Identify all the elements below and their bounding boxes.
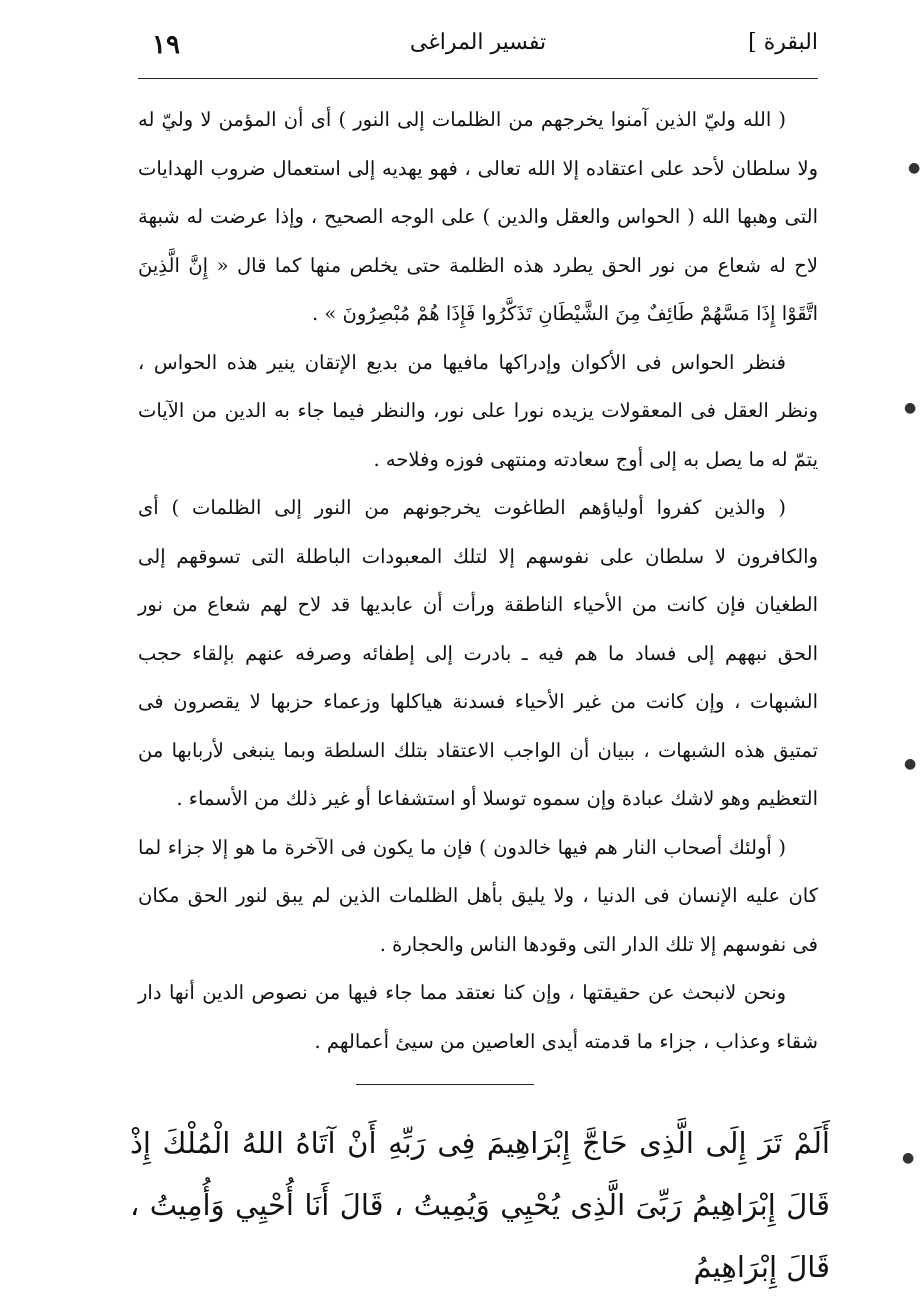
paragraph: ونحن لانبحث عن حقيقتها ، وإن كنا نعتقد مما جاء فيها من نصوص الدين أنها دار شقاء وعذاب ، جزاء ما قدمته أيدى العاصين من سيئ أعمالهم . bbox=[138, 981, 818, 1053]
surah-name: البقرة ] bbox=[748, 30, 818, 55]
paragraph: ( الله وليّ الذين آمنوا يخرجهم من الظلمات إلى النور ) أى أن المؤمن لا وليّ له ولا سلطان لأحد على اعتقاده إلا الله تعالى ، فهو يهديه إلى استعمال ضروب الهدايات التى وهبها الله ( الحواس والعقل والدين ) على الوجه الصحيح ، وإذا عرضت له شبهة لاح له شعاع من نور الحق يطرد هذه الظلمة حتى يخلص منها كما قال « إِنَّ الَّذِينَ اتَّقَوْا إِذَا مَسَّهُمْ طَائِفٌ مِنَ الشَّيْطَانِ تَذَكَّرُوا فَإِذَا هُمْ مُبْصِرُونَ » . bbox=[138, 108, 818, 325]
paragraph: فنظر الحواس فى الأكوان وإدراكها مافيها من بديع الإتقان ينير هذه الحواس ، ونظر العقل فى المعقولات يزيده نورا على نور، والنظر فيما جاء به الدين من الآيات يتمّ له ما يصل به إلى أوج سعادته ومنتهى فوزه وفلاحه . bbox=[138, 350, 818, 471]
body-text bbox=[138, 96, 818, 1066]
page-header bbox=[138, 30, 818, 76]
book-title: تفسير المراغى bbox=[409, 30, 547, 55]
scan-speck: ● bbox=[904, 756, 917, 772]
page-number: ١٩ bbox=[152, 30, 180, 60]
header-divider bbox=[138, 78, 818, 79]
quran-verse: أَلَمْ تَرَ إِلَى الَّذِى حَاجَّ إِبْرَاهِيمَ فِى رَبِّهِ أَنْ آتَاهُ اللهُ الْمُلْكَ إِذْ قَالَ إِبْرَاهِيمُ رَبِّىَ الَّذِى يُحْيِي وَيُمِيتُ ، قَالَ أَنَا أُحْيِي وَأُمِيتُ ، قَالَ إِبْرَاهِيمُ bbox=[130, 1126, 830, 1284]
scan-speck: ● bbox=[908, 160, 920, 176]
scan-speck: ● bbox=[904, 400, 917, 416]
scan-speck: ● bbox=[902, 1150, 915, 1166]
paragraph: ( والذين كفروا أولياؤهم الطاغوت يخرجونهم من النور إلى الظلمات ) أى والكافرون لا سلطان على نفوسهم إلا لتلك المعبودات الباطلة التى تسوقهم إلى الطغيان فإن كانت من الأحياء الناطقة ورأت أن عابديها قد لاح لهم شعاع من نور الحق نبههم إلى فساد ما هم فيه ـ بادرت إلى إطفائه وصرفه عنهم بإلقاء حجب الشبهات ، وإن كانت من غير الأحياء فسدنة هياكلها وزعماء حزبها لا يقصرون فى تمتيق هذه الشبهات ، ببيان أن الواجب الاعتقاد بتلك السلطة وبما ينبغى لأربابها من التعظيم وهو لاشك عبادة وإن سموه توسلا أو استشفاعا أو غير ذلك من الأسماء . bbox=[138, 496, 818, 810]
paragraph: ( أولئك أصحاب النار هم فيها خالدون ) فإن ما يكون فى الآخرة ما هو إلا جزاء لما كان عليه الإنسان فى الدنيا ، ولا يليق بأهل الظلمات الذين لم يبق لنور الحق مكان فى نفوسهم إلا تلك الدار التى وقودها الناس والحجارة . bbox=[138, 835, 818, 956]
section-divider bbox=[356, 1084, 534, 1085]
